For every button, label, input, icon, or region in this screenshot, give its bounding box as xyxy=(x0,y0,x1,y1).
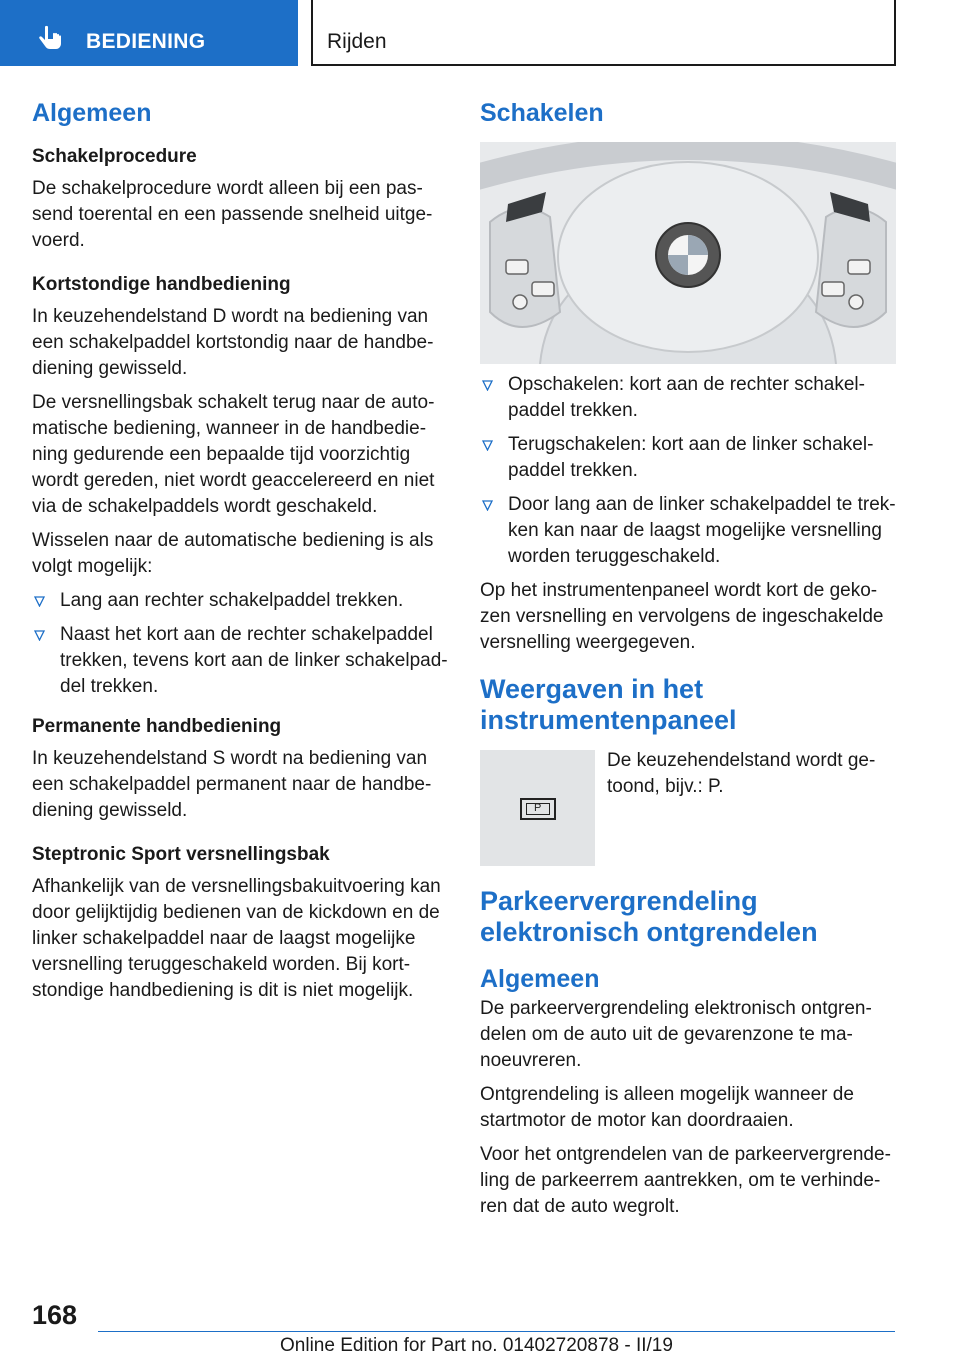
footer-divider xyxy=(98,1331,895,1332)
paragraph: Ontgrendeling is alleen mogelijk wanneer de startmotor de motor kan doordraaien. xyxy=(480,1084,854,1131)
list-item-text: Opschakelen: kort aan de rechter schakelpaddel trekken. xyxy=(508,374,865,421)
header-chapter-title: Rijden xyxy=(327,30,387,53)
instrument-display-image xyxy=(480,750,595,866)
paragraph: Voor het ontgrendelen van de parkeervergrendeling de parkeerrem aantrekken, om te verhinderen dat de auto wegrolt. xyxy=(480,1144,891,1217)
steering-wheel-illustration xyxy=(480,142,896,364)
bullet-list xyxy=(480,372,896,570)
list-item xyxy=(480,432,896,484)
paragraph: De keuzehendelstand wordt getoond, bijv.: P. xyxy=(607,750,876,797)
list-item-text: Lang aan rechter schakelpaddel trekken. xyxy=(60,590,404,611)
subheading-kortstondige: Kortstondige handbediening xyxy=(32,274,291,295)
paragraph: De parkeervergrendeling elektronisch ontgrendelen om de auto uit de gevarenzone te manoeuvreren. xyxy=(480,998,872,1071)
heading-schakelen: Schakelen xyxy=(480,99,604,127)
list-item-text: Naast het kort aan de rechter schakelpaddel trekken, tevens kort aan de linker schakelpaddel trekken. xyxy=(60,624,448,697)
triangle-bullet-icon xyxy=(34,630,45,641)
subheading-schakelprocedure: Schakelprocedure xyxy=(32,146,197,167)
page-number: 168 xyxy=(32,1300,78,1330)
left-column xyxy=(32,96,450,1004)
gear-indicator-icon xyxy=(520,798,556,820)
paragraph: Afhankelijk van de versnellingsbakuitvoering kan door gelijktijdig bedienen van de kickdown en de linker schakelpaddel naar de laagst mogelijke versnelling teruggeschakeld worden. Bij kortstondige handbediening is dit is niet mogelijk. xyxy=(32,876,441,1001)
paragraph: De versnellingsbak schakelt terug naar de automatische bediening, wanneer in de handbediening gedurende een bepaalde tijd voorzichtig wordt gereden, niet wordt geaccelereerd en niet via de schakelpaddels wordt geschakeld. xyxy=(32,392,435,517)
triangle-bullet-icon xyxy=(482,500,493,511)
triangle-bullet-icon xyxy=(34,596,45,607)
paragraph: De schakelprocedure wordt alleen bij een passend toerental en een passende snelheid uitgevoerd. xyxy=(32,178,433,251)
header-section-tab xyxy=(0,0,298,66)
list-item xyxy=(480,372,896,424)
subheading-permanente: Permanente handbediening xyxy=(32,716,282,737)
header-chapter-box xyxy=(311,0,896,66)
list-item xyxy=(32,588,450,614)
heading-algemeen: Algemeen xyxy=(32,99,152,127)
footer-edition: Online Edition for Part no. 01402720878 - II/19 xyxy=(280,1335,673,1356)
hand-pointer-icon xyxy=(36,24,66,52)
steering-wheel-image xyxy=(480,142,896,364)
paragraph: Wisselen naar de automatische bediening is als volgt mogelijk: xyxy=(32,530,434,577)
paragraph: In keuzehendelstand S wordt na bediening van een schakelpaddel permanent naar de handbediening gewisseld. xyxy=(32,748,432,821)
list-item-text: Terugschakelen: kort aan de linker schakelpaddel trekken. xyxy=(508,434,874,481)
list-item xyxy=(32,622,450,700)
triangle-bullet-icon xyxy=(482,440,493,451)
list-item xyxy=(480,492,896,570)
heading-weergaven: Weergaven in het instrumentenpaneel xyxy=(480,674,737,735)
list-item-text: Door lang aan de linker schakelpaddel te trekken kan naar de laagst mogelijke versnelling worden teruggeschakeld. xyxy=(508,494,896,567)
gear-indicator-letter: P xyxy=(534,802,542,814)
subheading-algemeen: Algemeen xyxy=(480,965,600,993)
bullet-list xyxy=(32,588,450,700)
heading-parkeervergrendeling: Parkeervergrendeling elektronisch ontgrendelen xyxy=(480,886,818,947)
paragraph: Op het instrumentenpaneel wordt kort de gekozen versnelling en vervolgens de ingeschakelde versnelling weergegeven. xyxy=(480,580,884,653)
paragraph: In keuzehendelstand D wordt na bediening van een schakelpaddel kortstondig naar de handbediening gewisseld. xyxy=(32,306,434,379)
display-row xyxy=(480,750,896,868)
right-column xyxy=(480,96,896,1220)
triangle-bullet-icon xyxy=(482,380,493,391)
header-section-title: BEDIENING xyxy=(86,30,206,53)
subheading-steptronic: Steptronic Sport versnellingsbak xyxy=(32,844,330,865)
